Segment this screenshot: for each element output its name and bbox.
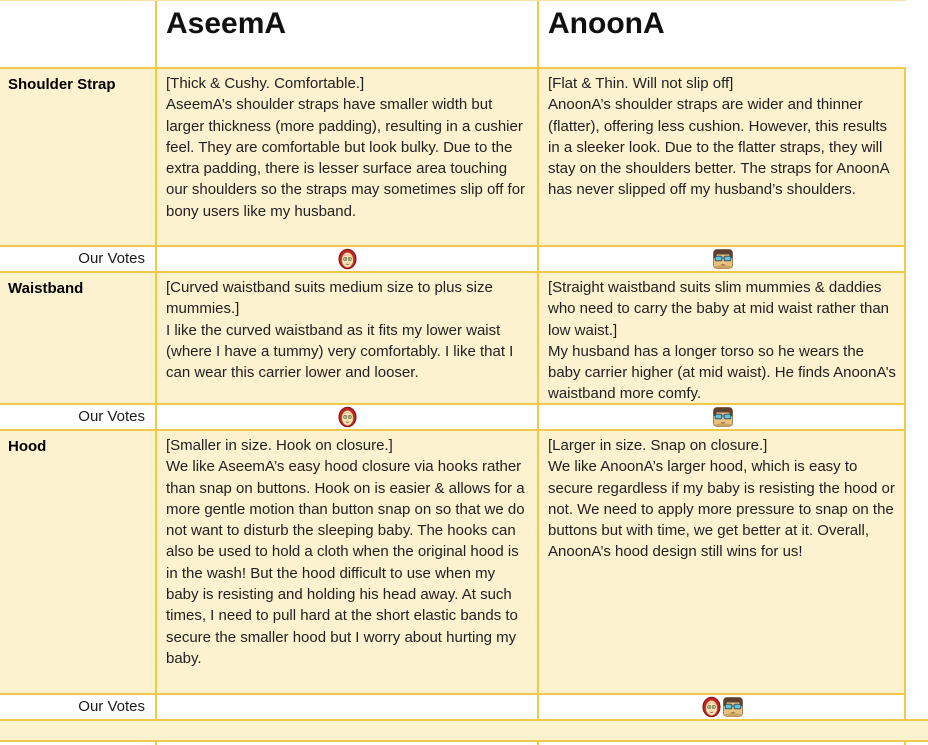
partial-next-row [0, 719, 928, 742]
column-header-aseema: AseemA [155, 1, 537, 67]
woman-emoji [702, 696, 721, 718]
votes-row-waistband [0, 403, 906, 429]
votes-label: Our Votes [78, 408, 145, 425]
table-row-hood [0, 429, 906, 693]
man-emoji [713, 407, 733, 427]
review-summary: [Smaller in size. Hook on closure.] [166, 437, 393, 454]
aseema-shoulder-strap-cell [155, 69, 537, 245]
review-body: AnoonA’s shoulder straps are wider and thinner (flatter), offering less cushion. However, this results in a sleeker look. Due to the flatter straps, they will stay on the shoulders better. The straps for AnoonA has never slipped off my husband’s shoulders. [548, 96, 889, 199]
man-emoji [723, 697, 743, 717]
aseema-waistband-cell [155, 273, 537, 403]
review-summary: [Larger in size. Snap on closure.] [548, 437, 768, 454]
review-body: AseemA’s shoulder straps have smaller width but larger thickness (more padding), resulting in a cushier feel. They are comfortable but look bulky. Due to the extra padding, there is lesser surface area touching our shoulders so the straps may sometimes slip off for bony users like my husband. [166, 96, 526, 220]
woman-emoji [338, 406, 357, 428]
header-empty-cell [0, 1, 155, 67]
review-summary: [Flat & Thin. Will not slip off] [548, 75, 734, 92]
aseema-hood-cell [155, 431, 537, 693]
man-emoji [713, 249, 733, 269]
table-row-waistband [0, 271, 906, 403]
review-body: We like AnoonA’s larger hood, which is easy to secure regardless if my baby is resisting the hood or not. We need to apply more pressure to snap on the buttons but with time, we get better at it. Overall, AnoonA’s hood design still wins for us! [548, 458, 895, 561]
votes-label: Our Votes [78, 698, 145, 715]
votes-row-shoulder-strap [0, 245, 906, 271]
review-body: We like AseemA’s easy hood closure via hooks rather than snap on buttons. Hook on is easier & allows for a more gentle motion than button snap on so that we do not want to disturb the sleeping baby. The hooks can also be used to hold a cloth when the original hood is in the wash! But the hood difficult to use when my baby is resisting and holding his head away. At such times, I need to pull hard at the short elastic bands to secure the smaller hood but I worry about hurting my baby. [166, 458, 525, 667]
column-header-anoona: AnoonA [537, 1, 906, 67]
review-summary: [Curved waistband suits medium size to plus size mummies.] [166, 279, 493, 318]
category-label: Shoulder Strap [8, 76, 116, 93]
review-summary: [Straight waistband suits slim mummies & daddies who need to carry the baby at mid waist rather than low waist.] [548, 279, 890, 339]
table-row-shoulder-strap [0, 67, 906, 245]
votes-row-hood [0, 693, 906, 719]
aseema-votes-cell [155, 247, 537, 271]
table-header-row [0, 1, 906, 67]
anoona-shoulder-strap-cell [537, 69, 906, 245]
anoona-votes-cell [537, 695, 906, 719]
anoona-votes-cell [537, 247, 906, 271]
anoona-waistband-cell [537, 273, 906, 403]
votes-label: Our Votes [78, 250, 145, 267]
aseema-votes-cell [155, 405, 537, 429]
review-summary: [Thick & Cushy. Comfortable.] [166, 75, 365, 92]
review-body: I like the curved waistband as it fits my lower waist (where I have a tummy) very comfortably. I like that I can wear this carrier lower and looser. [166, 321, 514, 382]
anoona-hood-cell [537, 431, 906, 693]
woman-emoji [338, 248, 357, 270]
category-label: Hood [8, 438, 47, 455]
aseema-votes-cell [155, 695, 537, 719]
category-label: Waistband [8, 280, 84, 297]
review-body: My husband has a longer torso so he wears the baby carrier higher (at mid waist). He finds AnoonA’s waistband more comfy. [548, 342, 896, 403]
anoona-votes-cell [537, 405, 906, 429]
